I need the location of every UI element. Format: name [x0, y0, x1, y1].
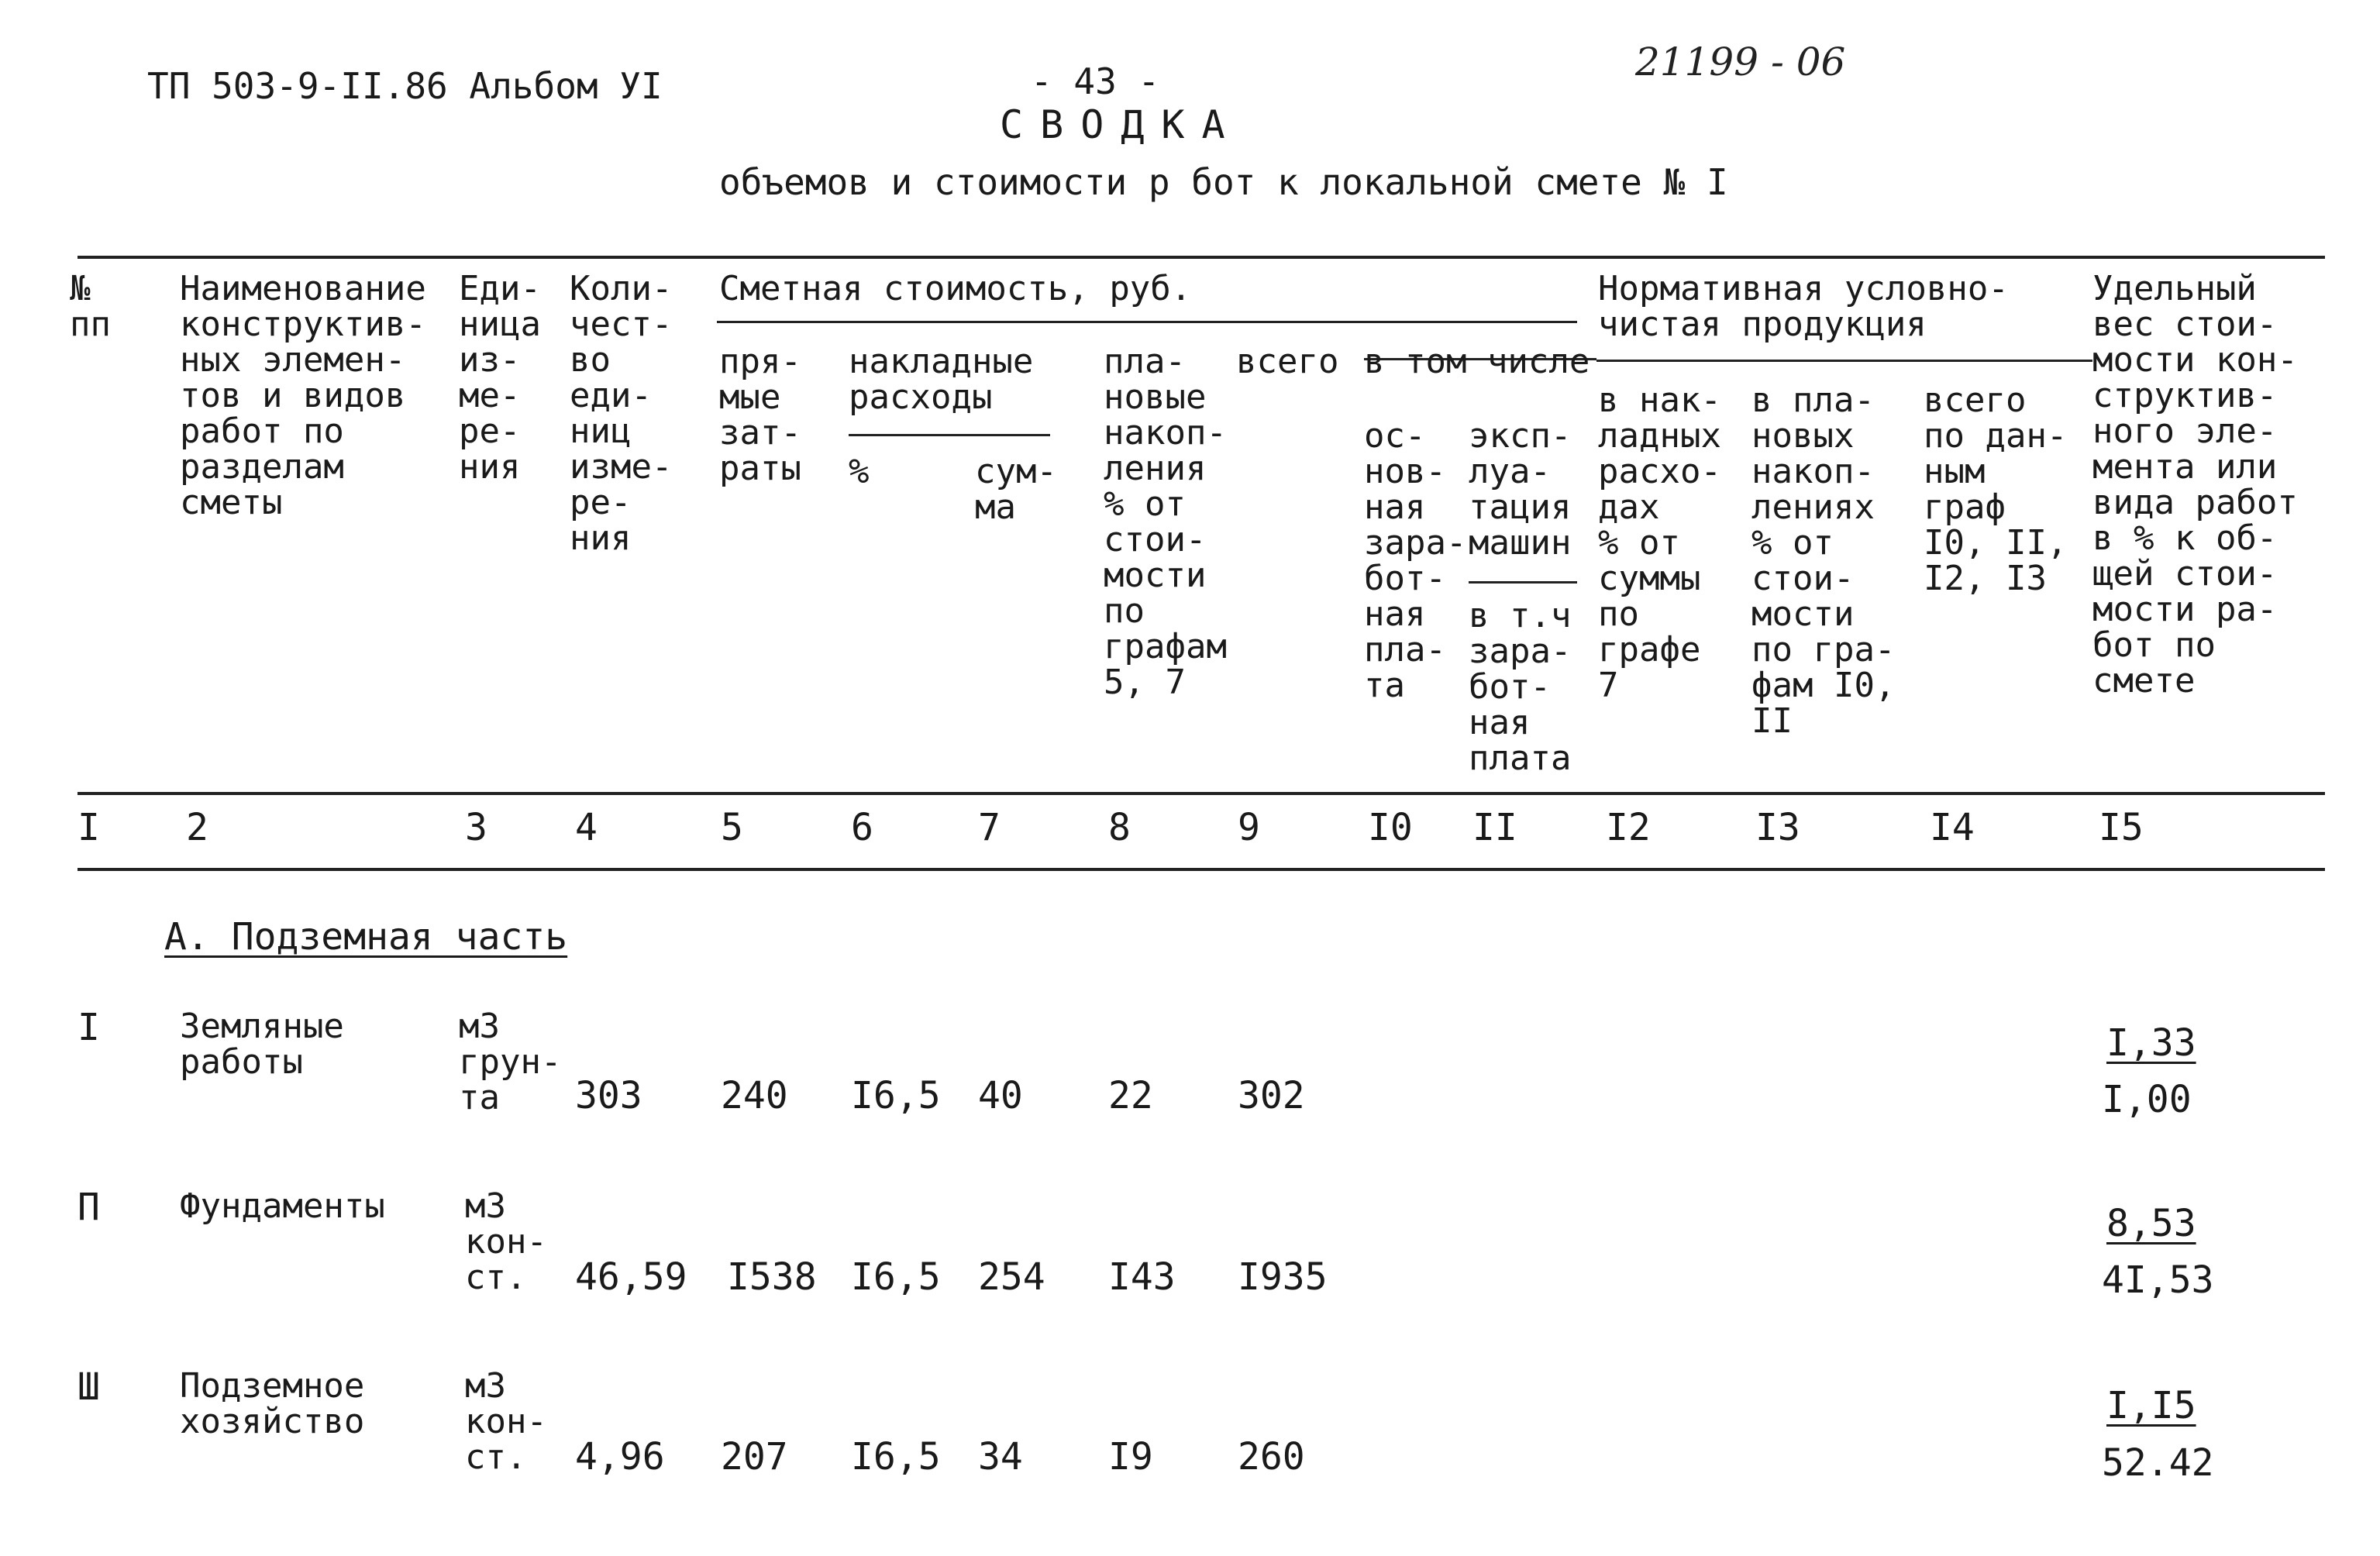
page-title: СВОДКА [1000, 102, 1242, 147]
column-number: I4 [1930, 806, 1975, 849]
header-group-norm: Нормативная условно- чистая продукция [1598, 269, 2009, 344]
row-2-planned: I43 [1108, 1255, 1176, 1299]
document-code: ТП 503-9-II.86 Альбом УI [147, 65, 663, 107]
header-col-4: Коли- чест- во еди- ниц изме- ре- ния [570, 269, 673, 558]
row-1-direct: 240 [721, 1074, 788, 1117]
section-title: А. Подземная часть [164, 915, 568, 959]
header-col-10: ос- нов- ная зара- бот- ная пла- та [1364, 416, 1467, 705]
row-3-share-top: I,I5 [2106, 1384, 2196, 1427]
row-3-number: Ш [77, 1365, 100, 1409]
row-1-qty: 303 [575, 1074, 642, 1117]
table-top-rule [77, 256, 2325, 259]
row-3-overhead-sum: 34 [978, 1435, 1023, 1479]
header-group-incl: в том числе [1364, 342, 1590, 381]
column-number: 9 [1238, 806, 1260, 849]
row-3-total: 260 [1238, 1435, 1305, 1479]
row-3-qty: 4,96 [575, 1435, 665, 1479]
header-col-8: пла- новые накоп- ления % от стои- мости по графам 5, 7 [1104, 342, 1227, 702]
cost-group-rule [717, 321, 1577, 323]
row-2-number: П [77, 1186, 100, 1229]
row-1-overhead-sum: 40 [978, 1074, 1023, 1117]
header-col-5: пря- мые зат- раты [719, 342, 801, 488]
row-1-share-top: I,33 [2106, 1021, 2196, 1065]
header-group-cost: Сметная стоимость, руб. [719, 269, 1192, 308]
row-1-share-bottom: I,00 [2102, 1078, 2192, 1121]
row-2-overhead-sum: 254 [978, 1255, 1045, 1299]
header-col-2: Наименование конструктив- ных элемен- тов и видов работ по разделам сметы [180, 269, 426, 522]
row-3-unit: м3 кон- ст. [465, 1366, 547, 1477]
row-2-total: I935 [1238, 1255, 1328, 1299]
overhead-group-rule [849, 434, 1050, 436]
header-col-6: % [849, 452, 870, 491]
column-number: 8 [1108, 806, 1131, 849]
row-1-total: 302 [1238, 1074, 1305, 1117]
row-1-planned: 22 [1108, 1074, 1153, 1117]
header-bottom-rule [77, 792, 2325, 795]
row-1-name: Земляные работы [180, 1007, 344, 1082]
row-2-overhead-pct: I6,5 [851, 1255, 941, 1299]
column-number: II [1472, 806, 1517, 849]
header-col-9: всего [1236, 342, 1339, 381]
column-number: 7 [978, 806, 1001, 849]
column-number: I0 [1368, 806, 1413, 849]
column-number: I2 [1606, 806, 1651, 849]
header-col-11b: в т.ч зара- бот- ная плата [1469, 596, 1572, 778]
column-number: 2 [186, 806, 208, 849]
row-2-share-top: 8,53 [2106, 1202, 2196, 1245]
row-2-unit: м3 кон- ст. [465, 1186, 547, 1297]
column-number: I3 [1755, 806, 1800, 849]
row-3-planned: I9 [1108, 1435, 1153, 1479]
norm-group-rule [1596, 360, 2092, 362]
row-1-unit: м3 грун- та [459, 1007, 562, 1117]
page-number: - 43 - [1031, 60, 1160, 102]
row-2-share-bottom: 4I,53 [2102, 1258, 2214, 1302]
numbers-bottom-rule [77, 868, 2325, 871]
row-2-qty: 46,59 [575, 1255, 687, 1299]
header-col-3: Еди- ница из- ме- ре- ния [459, 269, 541, 487]
handwritten-code: 21199 - 06 [1635, 40, 1846, 84]
machines-sub-rule [1469, 581, 1577, 584]
row-2-direct: I538 [727, 1255, 817, 1299]
header-col-12: в нак- ладных расхо- дах % от суммы по графе 7 [1598, 380, 1721, 705]
header-col-11a: эксп- луа- тация машин [1469, 416, 1572, 563]
column-number: 4 [575, 806, 598, 849]
row-3-share-bottom: 52.42 [2102, 1441, 2214, 1485]
column-number: 5 [721, 806, 743, 849]
row-1-number: I [77, 1006, 100, 1049]
column-number: I5 [2099, 806, 2144, 849]
row-2-name: Фундаменты [180, 1186, 385, 1226]
row-3-direct: 207 [721, 1435, 788, 1479]
page-subtitle: объемов и стоимости р бот к локальной смете № I [719, 161, 1728, 203]
row-3-overhead-pct: I6,5 [851, 1435, 941, 1479]
column-number: I [77, 806, 100, 849]
header-col-15: Удельный вес стои- мости кон- структив- ного эле- мента или вида работ в % к об- щей стои- мости ра- бот по смете [2092, 269, 2298, 701]
header-group-overhead: накладные расходы [849, 342, 1034, 417]
header-col-1: № пп [70, 269, 111, 344]
column-number: 3 [465, 806, 487, 849]
column-number: 6 [851, 806, 873, 849]
header-col-7: сум- ма [975, 452, 1057, 527]
header-col-14: всего по дан- ным граф I0, II, I2, I3 [1924, 380, 2068, 598]
header-col-13: в пла- новых накоп- лениях % от стои- мости по гра- фам I0, II [1751, 380, 1896, 741]
row-1-overhead-pct: I6,5 [851, 1074, 941, 1117]
row-3-name: Подземное хозяйство [180, 1366, 365, 1441]
